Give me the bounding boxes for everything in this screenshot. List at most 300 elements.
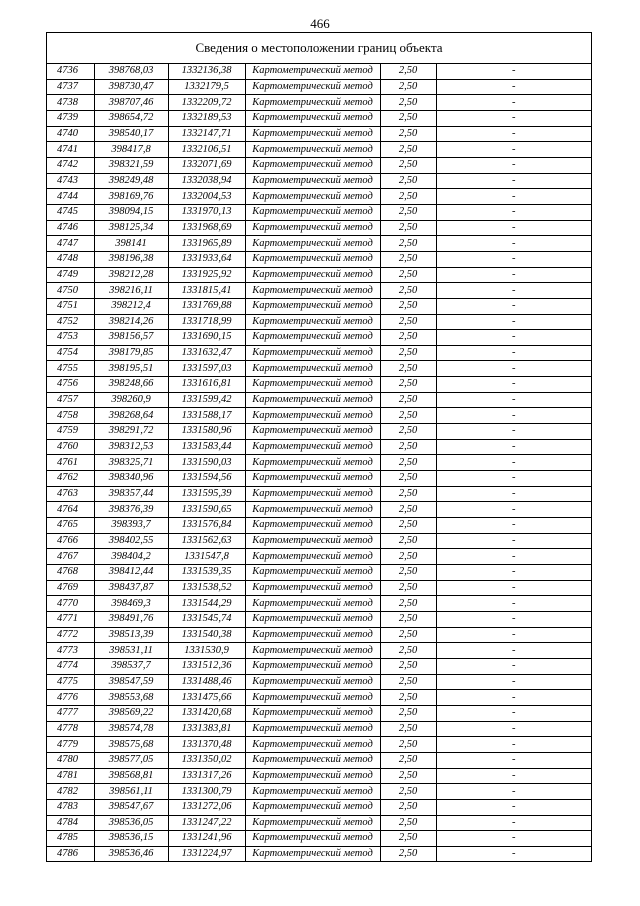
table-row [47, 674, 591, 690]
table-row [47, 518, 591, 534]
point-number-cell: 4745 [47, 204, 94, 220]
table-row [47, 565, 591, 581]
coordinate-x-cell: 398553,68 [94, 690, 168, 706]
coordinate-y-cell: 1332136,38 [168, 64, 245, 79]
table-row [47, 64, 591, 79]
point-number-cell: 4777 [47, 705, 94, 721]
coordinate-y-cell: 1331590,03 [168, 455, 245, 471]
coordinate-y-cell: 1332179,5 [168, 79, 245, 95]
accuracy-cell: 2,50 [380, 533, 436, 549]
method-cell: Картометрический метод [245, 674, 380, 690]
table-row [47, 95, 591, 111]
method-cell: Картометрический метод [245, 79, 380, 95]
point-number-cell: 4776 [47, 690, 94, 706]
point-number-cell: 4765 [47, 518, 94, 534]
accuracy-cell: 2,50 [380, 815, 436, 831]
note-cell: - [436, 799, 591, 815]
table-row [47, 831, 591, 847]
note-cell: - [436, 173, 591, 189]
coordinate-y-cell: 1331247,22 [168, 815, 245, 831]
accuracy-cell: 2,50 [380, 721, 436, 737]
table-row [47, 298, 591, 314]
coordinate-y-cell: 1332071,69 [168, 157, 245, 173]
accuracy-cell: 2,50 [380, 580, 436, 596]
method-cell: Картометрический метод [245, 173, 380, 189]
method-cell: Картометрический метод [245, 768, 380, 784]
method-cell: Картометрический метод [245, 549, 380, 565]
table-row [47, 283, 591, 299]
coordinate-y-cell: 1331539,35 [168, 565, 245, 581]
coordinate-x-cell: 398216,11 [94, 283, 168, 299]
coordinate-x-cell: 398325,71 [94, 455, 168, 471]
note-cell: - [436, 596, 591, 612]
table-row [47, 330, 591, 346]
note-cell: - [436, 486, 591, 502]
point-number-cell: 4758 [47, 408, 94, 424]
coordinate-y-cell: 1331562,63 [168, 533, 245, 549]
point-number-cell: 4780 [47, 752, 94, 768]
point-number-cell: 4757 [47, 392, 94, 408]
coordinate-y-cell: 1332189,53 [168, 110, 245, 126]
method-cell: Картометрический метод [245, 95, 380, 111]
accuracy-cell: 2,50 [380, 79, 436, 95]
coordinate-y-cell: 1331488,46 [168, 674, 245, 690]
point-number-cell: 4742 [47, 157, 94, 173]
table-row [47, 173, 591, 189]
note-cell: - [436, 95, 591, 111]
point-number-cell: 4760 [47, 439, 94, 455]
coordinate-y-cell: 1331272,06 [168, 799, 245, 815]
coordinate-y-cell: 1331370,48 [168, 737, 245, 753]
accuracy-cell: 2,50 [380, 768, 436, 784]
coordinate-y-cell: 1331241,96 [168, 831, 245, 847]
coordinate-y-cell: 1331544,29 [168, 596, 245, 612]
note-cell: - [436, 361, 591, 377]
accuracy-cell: 2,50 [380, 518, 436, 534]
note-cell: - [436, 79, 591, 95]
table-row [47, 314, 591, 330]
point-number-cell: 4744 [47, 189, 94, 205]
note-cell: - [436, 298, 591, 314]
table-row [47, 486, 591, 502]
coordinate-y-cell: 1331690,15 [168, 330, 245, 346]
note-cell: - [436, 283, 591, 299]
note-cell: - [436, 126, 591, 142]
coordinate-x-cell: 398357,44 [94, 486, 168, 502]
coordinate-y-cell: 1331632,47 [168, 345, 245, 361]
coordinate-x-cell: 398412,44 [94, 565, 168, 581]
accuracy-cell: 2,50 [380, 831, 436, 847]
method-cell: Картометрический метод [245, 502, 380, 518]
table-row [47, 142, 591, 158]
coordinate-y-cell: 1331576,84 [168, 518, 245, 534]
accuracy-cell: 2,50 [380, 784, 436, 800]
note-cell: - [436, 784, 591, 800]
point-number-cell: 4741 [47, 142, 94, 158]
accuracy-cell: 2,50 [380, 705, 436, 721]
note-cell: - [436, 314, 591, 330]
coordinate-x-cell: 398268,64 [94, 408, 168, 424]
table-row [47, 220, 591, 236]
point-number-cell: 4747 [47, 236, 94, 252]
coordinate-x-cell: 398321,59 [94, 157, 168, 173]
coordinate-y-cell: 1332209,72 [168, 95, 245, 111]
accuracy-cell: 2,50 [380, 345, 436, 361]
coordinate-y-cell: 1331594,56 [168, 471, 245, 487]
method-cell: Картометрический метод [245, 298, 380, 314]
coordinate-x-cell: 398536,46 [94, 846, 168, 861]
point-number-cell: 4764 [47, 502, 94, 518]
coordinate-y-cell: 1331350,02 [168, 752, 245, 768]
point-number-cell: 4750 [47, 283, 94, 299]
coordinate-y-cell: 1331925,92 [168, 267, 245, 283]
coordinate-x-cell: 398376,39 [94, 502, 168, 518]
point-number-cell: 4740 [47, 126, 94, 142]
table-row [47, 658, 591, 674]
coordinate-y-cell: 1331590,65 [168, 502, 245, 518]
coordinate-x-cell: 398469,3 [94, 596, 168, 612]
note-cell: - [436, 408, 591, 424]
point-number-cell: 4770 [47, 596, 94, 612]
coordinate-x-cell: 398577,05 [94, 752, 168, 768]
note-cell: - [436, 377, 591, 393]
coordinate-x-cell: 398540,17 [94, 126, 168, 142]
method-cell: Картометрический метод [245, 439, 380, 455]
table-row [47, 737, 591, 753]
page-number: 466 [310, 16, 330, 31]
table-row [47, 361, 591, 377]
coordinate-x-cell: 398768,03 [94, 64, 168, 79]
coordinate-x-cell: 398125,34 [94, 220, 168, 236]
coordinate-y-cell: 1331769,88 [168, 298, 245, 314]
coordinate-x-cell: 398291,72 [94, 424, 168, 440]
table-row [47, 439, 591, 455]
point-number-cell: 4738 [47, 95, 94, 111]
method-cell: Картометрический метод [245, 471, 380, 487]
table-row [47, 377, 591, 393]
accuracy-cell: 2,50 [380, 251, 436, 267]
point-number-cell: 4779 [47, 737, 94, 753]
note-cell: - [436, 142, 591, 158]
table-row [47, 549, 591, 565]
note-cell: - [436, 580, 591, 596]
method-cell: Картометрический метод [245, 157, 380, 173]
coordinate-x-cell: 398437,87 [94, 580, 168, 596]
coordinate-y-cell: 1331530,9 [168, 643, 245, 659]
point-number-cell: 4772 [47, 627, 94, 643]
note-cell: - [436, 752, 591, 768]
note-cell: - [436, 64, 591, 79]
coordinate-x-cell: 398260,9 [94, 392, 168, 408]
method-cell: Картометрический метод [245, 815, 380, 831]
note-cell: - [436, 236, 591, 252]
coordinate-y-cell: 1331224,97 [168, 846, 245, 861]
table-row [47, 424, 591, 440]
point-number-cell: 4771 [47, 611, 94, 627]
accuracy-cell: 2,50 [380, 643, 436, 659]
point-number-cell: 4756 [47, 377, 94, 393]
coordinate-y-cell: 1331317,26 [168, 768, 245, 784]
note-cell: - [436, 768, 591, 784]
table-row [47, 643, 591, 659]
coordinate-y-cell: 1331970,13 [168, 204, 245, 220]
coordinate-x-cell: 398393,7 [94, 518, 168, 534]
coordinate-x-cell: 398575,68 [94, 737, 168, 753]
note-cell: - [436, 424, 591, 440]
coordinate-y-cell: 1331580,96 [168, 424, 245, 440]
note-cell: - [436, 330, 591, 346]
note-cell: - [436, 251, 591, 267]
point-number-cell: 4752 [47, 314, 94, 330]
method-cell: Картометрический метод [245, 392, 380, 408]
note-cell: - [436, 674, 591, 690]
method-cell: Картометрический метод [245, 611, 380, 627]
coordinate-y-cell: 1331588,17 [168, 408, 245, 424]
coordinate-y-cell: 1331599,42 [168, 392, 245, 408]
method-cell: Картометрический метод [245, 565, 380, 581]
note-cell: - [436, 267, 591, 283]
boundary-table-frame [46, 32, 592, 862]
point-number-cell: 4767 [47, 549, 94, 565]
note-cell: - [436, 392, 591, 408]
note-cell: - [436, 705, 591, 721]
coordinate-y-cell: 1331545,74 [168, 611, 245, 627]
method-cell: Картометрический метод [245, 737, 380, 753]
point-number-cell: 4739 [47, 110, 94, 126]
coordinate-y-cell: 1331616,81 [168, 377, 245, 393]
coordinate-y-cell: 1331595,39 [168, 486, 245, 502]
note-cell: - [436, 737, 591, 753]
note-cell: - [436, 643, 591, 659]
accuracy-cell: 2,50 [380, 611, 436, 627]
accuracy-cell: 2,50 [380, 392, 436, 408]
coordinate-x-cell: 398569,22 [94, 705, 168, 721]
point-number-cell: 4768 [47, 565, 94, 581]
table-row [47, 189, 591, 205]
accuracy-cell: 2,50 [380, 236, 436, 252]
point-number-cell: 4774 [47, 658, 94, 674]
coordinate-y-cell: 1331383,81 [168, 721, 245, 737]
method-cell: Картометрический метод [245, 799, 380, 815]
accuracy-cell: 2,50 [380, 283, 436, 299]
method-cell: Картометрический метод [245, 580, 380, 596]
coordinate-x-cell: 398196,38 [94, 251, 168, 267]
table-row [47, 846, 591, 861]
coordinate-x-cell: 398536,05 [94, 815, 168, 831]
point-number-cell: 4762 [47, 471, 94, 487]
note-cell: - [436, 627, 591, 643]
note-cell: - [436, 471, 591, 487]
table-body [47, 64, 591, 861]
method-cell: Картометрический метод [245, 361, 380, 377]
table-title: Сведения о местоположении границ объекта [47, 33, 591, 64]
note-cell: - [436, 110, 591, 126]
accuracy-cell: 2,50 [380, 126, 436, 142]
note-cell: - [436, 455, 591, 471]
method-cell: Картометрический метод [245, 345, 380, 361]
method-cell: Картометрический метод [245, 126, 380, 142]
note-cell: - [436, 721, 591, 737]
point-number-cell: 4753 [47, 330, 94, 346]
table-row [47, 705, 591, 721]
point-number-cell: 4769 [47, 580, 94, 596]
accuracy-cell: 2,50 [380, 471, 436, 487]
accuracy-cell: 2,50 [380, 330, 436, 346]
accuracy-cell: 2,50 [380, 674, 436, 690]
method-cell: Картометрический метод [245, 486, 380, 502]
accuracy-cell: 2,50 [380, 110, 436, 126]
coordinate-y-cell: 1331965,89 [168, 236, 245, 252]
point-number-cell: 4755 [47, 361, 94, 377]
coordinate-x-cell: 398707,46 [94, 95, 168, 111]
table-row [47, 157, 591, 173]
point-number-cell: 4748 [47, 251, 94, 267]
coordinate-x-cell: 398547,67 [94, 799, 168, 815]
point-number-cell: 4761 [47, 455, 94, 471]
coordinate-x-cell: 398248,66 [94, 377, 168, 393]
coordinate-x-cell: 398195,51 [94, 361, 168, 377]
note-cell: - [436, 846, 591, 861]
coordinate-x-cell: 398537,7 [94, 658, 168, 674]
accuracy-cell: 2,50 [380, 455, 436, 471]
accuracy-cell: 2,50 [380, 157, 436, 173]
table-row [47, 815, 591, 831]
method-cell: Картометрический метод [245, 705, 380, 721]
method-cell: Картометрический метод [245, 314, 380, 330]
table-row [47, 768, 591, 784]
method-cell: Картометрический метод [245, 110, 380, 126]
table-row [47, 392, 591, 408]
coordinate-y-cell: 1331547,8 [168, 549, 245, 565]
coordinate-y-cell: 1331815,41 [168, 283, 245, 299]
accuracy-cell: 2,50 [380, 189, 436, 205]
accuracy-cell: 2,50 [380, 627, 436, 643]
method-cell: Картометрический метод [245, 204, 380, 220]
point-number-cell: 4743 [47, 173, 94, 189]
accuracy-cell: 2,50 [380, 314, 436, 330]
accuracy-cell: 2,50 [380, 298, 436, 314]
point-number-cell: 4751 [47, 298, 94, 314]
coordinate-x-cell: 398568,81 [94, 768, 168, 784]
table-row [47, 126, 591, 142]
point-number-cell: 4784 [47, 815, 94, 831]
accuracy-cell: 2,50 [380, 361, 436, 377]
accuracy-cell: 2,50 [380, 142, 436, 158]
coordinate-y-cell: 1332038,94 [168, 173, 245, 189]
method-cell: Картометрический метод [245, 283, 380, 299]
coordinate-y-cell: 1332004,53 [168, 189, 245, 205]
point-number-cell: 4782 [47, 784, 94, 800]
accuracy-cell: 2,50 [380, 737, 436, 753]
coordinate-y-cell: 1331718,99 [168, 314, 245, 330]
table-row [47, 455, 591, 471]
note-cell: - [436, 189, 591, 205]
coordinate-y-cell: 1331933,64 [168, 251, 245, 267]
method-cell: Картометрический метод [245, 251, 380, 267]
table-row [47, 236, 591, 252]
coordinate-y-cell: 1331538,52 [168, 580, 245, 596]
accuracy-cell: 2,50 [380, 64, 436, 79]
accuracy-cell: 2,50 [380, 565, 436, 581]
method-cell: Картометрический метод [245, 330, 380, 346]
method-cell: Картометрический метод [245, 627, 380, 643]
note-cell: - [436, 533, 591, 549]
coordinate-x-cell: 398730,47 [94, 79, 168, 95]
coordinate-x-cell: 398536,15 [94, 831, 168, 847]
accuracy-cell: 2,50 [380, 549, 436, 565]
point-number-cell: 4783 [47, 799, 94, 815]
coordinate-x-cell: 398212,4 [94, 298, 168, 314]
point-number-cell: 4785 [47, 831, 94, 847]
method-cell: Картометрический метод [245, 236, 380, 252]
accuracy-cell: 2,50 [380, 424, 436, 440]
table-row [47, 799, 591, 815]
coordinate-y-cell: 1332106,51 [168, 142, 245, 158]
note-cell: - [436, 565, 591, 581]
note-cell: - [436, 690, 591, 706]
coordinate-x-cell: 398491,76 [94, 611, 168, 627]
accuracy-cell: 2,50 [380, 267, 436, 283]
point-number-cell: 4746 [47, 220, 94, 236]
coordinate-x-cell: 398312,53 [94, 439, 168, 455]
coordinate-x-cell: 398402,55 [94, 533, 168, 549]
method-cell: Картометрический метод [245, 189, 380, 205]
table-row [47, 204, 591, 220]
method-cell: Картометрический метод [245, 142, 380, 158]
coordinate-y-cell: 1331300,79 [168, 784, 245, 800]
coordinate-y-cell: 1331968,69 [168, 220, 245, 236]
coordinate-y-cell: 1331475,66 [168, 690, 245, 706]
coordinate-x-cell: 398214,26 [94, 314, 168, 330]
method-cell: Картометрический метод [245, 518, 380, 534]
coordinate-x-cell: 398340,96 [94, 471, 168, 487]
point-number-cell: 4775 [47, 674, 94, 690]
method-cell: Картометрический метод [245, 267, 380, 283]
accuracy-cell: 2,50 [380, 220, 436, 236]
accuracy-cell: 2,50 [380, 502, 436, 518]
note-cell: - [436, 345, 591, 361]
accuracy-cell: 2,50 [380, 596, 436, 612]
accuracy-cell: 2,50 [380, 408, 436, 424]
point-number-cell: 4736 [47, 64, 94, 79]
coordinate-y-cell: 1331597,03 [168, 361, 245, 377]
table-row [47, 408, 591, 424]
point-number-cell: 4759 [47, 424, 94, 440]
coordinate-x-cell: 398169,76 [94, 189, 168, 205]
point-number-cell: 4786 [47, 846, 94, 861]
accuracy-cell: 2,50 [380, 486, 436, 502]
accuracy-cell: 2,50 [380, 173, 436, 189]
coordinates-table [47, 64, 591, 861]
note-cell: - [436, 439, 591, 455]
method-cell: Картометрический метод [245, 408, 380, 424]
method-cell: Картометрический метод [245, 220, 380, 236]
coordinate-y-cell: 1331583,44 [168, 439, 245, 455]
table-row [47, 627, 591, 643]
note-cell: - [436, 815, 591, 831]
table-row [47, 580, 591, 596]
accuracy-cell: 2,50 [380, 204, 436, 220]
table-row [47, 690, 591, 706]
coordinate-x-cell: 398574,78 [94, 721, 168, 737]
coordinate-y-cell: 1331540,38 [168, 627, 245, 643]
coordinate-x-cell: 398561,11 [94, 784, 168, 800]
coordinate-x-cell: 398249,48 [94, 173, 168, 189]
accuracy-cell: 2,50 [380, 752, 436, 768]
table-row [47, 611, 591, 627]
accuracy-cell: 2,50 [380, 799, 436, 815]
coordinate-x-cell: 398531,11 [94, 643, 168, 659]
